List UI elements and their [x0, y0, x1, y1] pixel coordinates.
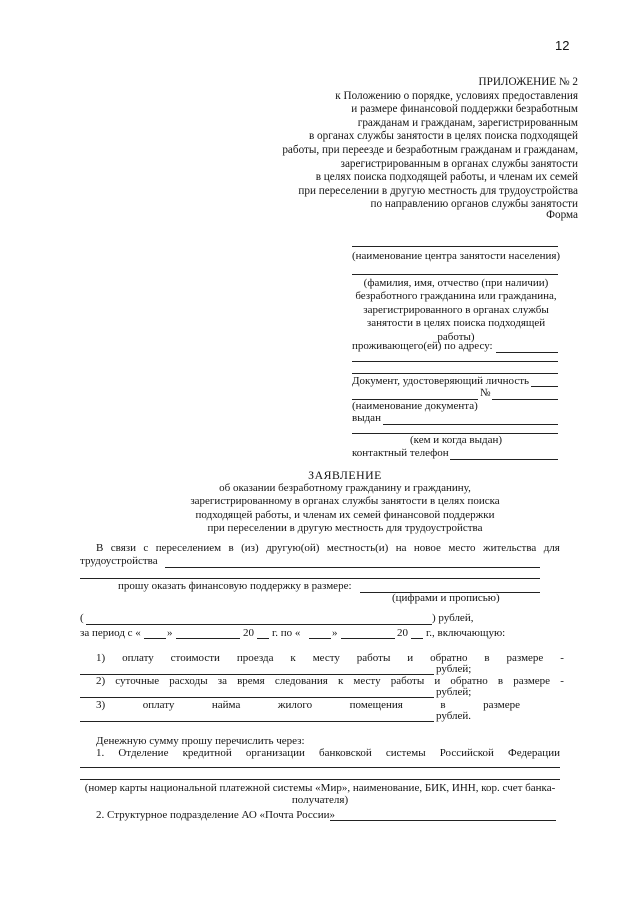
word: -: [560, 652, 564, 664]
word: следования: [274, 675, 328, 687]
doc-name-caption: (наименование документа): [352, 400, 478, 412]
period-year-prefix: 20: [243, 627, 254, 639]
period-year-from[interactable]: [257, 638, 269, 639]
amount-words-field[interactable]: [86, 624, 432, 625]
period-year-to[interactable]: [411, 638, 423, 639]
issued-caption: (кем и когда выдан): [409, 434, 503, 446]
item-travel-cost: [96, 652, 564, 664]
statement-title-block: [150, 469, 540, 535]
open-paren: (: [80, 612, 84, 624]
word: местность(и): [326, 542, 389, 554]
word: 1): [96, 652, 106, 664]
appendix-line: при переселении в другую местность для трудоустройства: [298, 184, 578, 197]
appendix-line: зарегистрированным в органах службы занятости: [340, 157, 578, 170]
period-month-from[interactable]: [176, 638, 240, 639]
daily-allowance-field[interactable]: [80, 697, 434, 698]
request-label: прошу оказать финансовую поддержку в размере:: [118, 580, 352, 592]
applicant-caption-line: занятости в целях поиска подходящей: [366, 317, 546, 330]
word: Федерации: [508, 747, 560, 759]
statement-subtitle: подходящей работы, и членам их семей финансовой поддержки: [195, 508, 495, 521]
word: проезда: [236, 652, 274, 664]
word: системы: [385, 747, 426, 759]
rubles-label: рублей;: [436, 663, 472, 675]
word: 1.: [96, 747, 105, 759]
employment-place-field-2[interactable]: [80, 578, 540, 579]
word: найма: [211, 699, 241, 711]
residing-label: проживающего(ей) по адресу:: [352, 340, 493, 352]
statement-title: ЗАЯВЛЕНИЕ: [308, 468, 382, 482]
appendix-title: ПРИЛОЖЕНИЕ № 2: [478, 76, 578, 88]
bank-option: [96, 747, 560, 759]
period-suffix: г., включающую:: [426, 627, 506, 639]
word: стоимости: [170, 652, 220, 664]
employment-place-field[interactable]: [165, 567, 540, 568]
word: суточные: [115, 675, 160, 687]
phone-field[interactable]: [450, 459, 558, 460]
period-quote: »: [332, 627, 338, 639]
word: (из): [241, 542, 259, 554]
bank-details-field[interactable]: [80, 767, 560, 768]
word: оплату: [122, 652, 154, 664]
word: в: [440, 699, 446, 711]
doc-number-label: №: [480, 387, 491, 399]
word: 3): [96, 699, 106, 711]
word: с: [143, 542, 149, 554]
id-doc-label: Документ, удостоверяющий личность: [352, 375, 530, 387]
rubles-label: рублей;: [436, 686, 472, 698]
rubles-label: рублей.: [436, 710, 472, 722]
word: новое: [413, 542, 441, 554]
applicant-caption-line: работы): [437, 330, 475, 343]
word: переселением: [155, 542, 222, 554]
word: В: [96, 542, 104, 554]
applicant-caption-line: безработного гражданина или гражданина,: [355, 290, 557, 303]
bank-caption: (номер карты национальной платежной системы «Мир», наименование, БИК, ИНН, кор. счет банка-: [84, 782, 556, 794]
applicant-caption: [352, 277, 560, 344]
form-label: Форма: [546, 209, 578, 221]
period-to-label: г. по «: [272, 627, 301, 639]
word: организации: [245, 747, 305, 759]
center-name-field[interactable]: [352, 246, 558, 247]
word: и: [407, 652, 414, 664]
word: в: [228, 542, 234, 554]
issued-field[interactable]: [383, 424, 558, 425]
housing-field[interactable]: [80, 721, 434, 722]
id-doc-field[interactable]: [531, 386, 558, 387]
page-number: 12: [555, 38, 570, 53]
post-office-field[interactable]: [330, 820, 556, 821]
appendix-line: и размере финансовой поддержки безработным: [351, 103, 578, 116]
word: на: [395, 542, 407, 554]
word: Российской: [439, 747, 494, 759]
statement-subtitle: при переселении в другую местность для трудоустройства: [207, 521, 483, 534]
post-option: 2. Структурное подразделение АО «Почта России»: [96, 809, 335, 821]
word: к: [337, 675, 344, 687]
period-year-prefix: 20: [397, 627, 408, 639]
relocation-sentence: [96, 542, 560, 554]
appendix-line: в целях поиска подходящей работы, и членам их семей: [315, 171, 578, 184]
word: месту: [353, 675, 381, 687]
word: к: [290, 652, 296, 664]
bank-details-field-2[interactable]: [80, 779, 560, 780]
address-field[interactable]: [496, 352, 558, 353]
word: работы: [356, 652, 391, 664]
appendix-line: гражданам и гражданам, зарегистрированным: [357, 116, 578, 129]
word: обратно: [450, 675, 488, 687]
applicant-caption-line: (фамилия, имя, отчество (при наличии): [363, 277, 549, 289]
word: за: [217, 675, 227, 687]
appendix-line: к Положению о порядке, условиях предоставления: [335, 89, 578, 102]
bank-caption-2: получателя): [291, 794, 349, 806]
period-day-from[interactable]: [144, 638, 166, 639]
rubles-label: ) рублей,: [432, 612, 474, 624]
word: жительства: [482, 542, 537, 554]
statement-subtitle: об оказании безработному гражданину и гражданину,: [219, 482, 471, 495]
word: и: [434, 675, 441, 687]
word: работы: [390, 675, 425, 687]
word: кредитной: [182, 747, 232, 759]
word: время: [237, 675, 265, 687]
word: место: [448, 542, 476, 554]
period-prefix: за период с «: [80, 627, 141, 639]
item-daily-allowance: [96, 675, 564, 687]
word: размере: [506, 652, 544, 664]
word: размере: [513, 675, 551, 687]
center-caption: (наименование центра занятости населения): [352, 250, 561, 262]
word: в: [484, 652, 490, 664]
appendix-line: по направлению органов службы занятости: [370, 198, 578, 211]
phone-label: контактный телефон: [352, 447, 449, 459]
period-month-to[interactable]: [341, 638, 395, 639]
appendix-header: [248, 76, 578, 212]
word: месту: [312, 652, 340, 664]
word: 2): [96, 675, 106, 687]
word: обратно: [430, 652, 468, 664]
applicant-name-field[interactable]: [352, 274, 558, 275]
address-field-2[interactable]: [352, 361, 558, 362]
word: связи: [110, 542, 136, 554]
word: размере: [483, 699, 520, 711]
period-quote: »: [167, 627, 173, 639]
relocation-line2: трудоустройства: [80, 555, 158, 567]
word: жилого: [277, 699, 313, 711]
address-field-3[interactable]: [352, 373, 558, 374]
word: расходы: [169, 675, 208, 687]
word: Отделение: [118, 747, 169, 759]
applicant-caption-line: зарегистрированного в органах службы: [363, 303, 549, 316]
issued-label: выдан: [352, 412, 381, 424]
word: для: [543, 542, 560, 554]
word: другую(ой): [266, 542, 320, 554]
word: банковской: [318, 747, 372, 759]
word: -: [560, 675, 564, 687]
appendix-line: в органах службы занятости в целях поиска подходящей: [308, 130, 578, 143]
word: помещения: [349, 699, 403, 711]
period-day-to[interactable]: [309, 638, 331, 639]
transfer-label: Денежную сумму прошу перечислить через:: [96, 735, 305, 747]
appendix-line: работы, при переезде и безработным гражданам и гражданам,: [282, 143, 578, 156]
word: оплату: [142, 699, 175, 711]
amount-caption: (цифрами и прописью): [392, 592, 500, 604]
statement-subtitle: зарегистрированному в органах службы занятости в целях поиска: [190, 495, 500, 508]
word: в: [497, 675, 504, 687]
